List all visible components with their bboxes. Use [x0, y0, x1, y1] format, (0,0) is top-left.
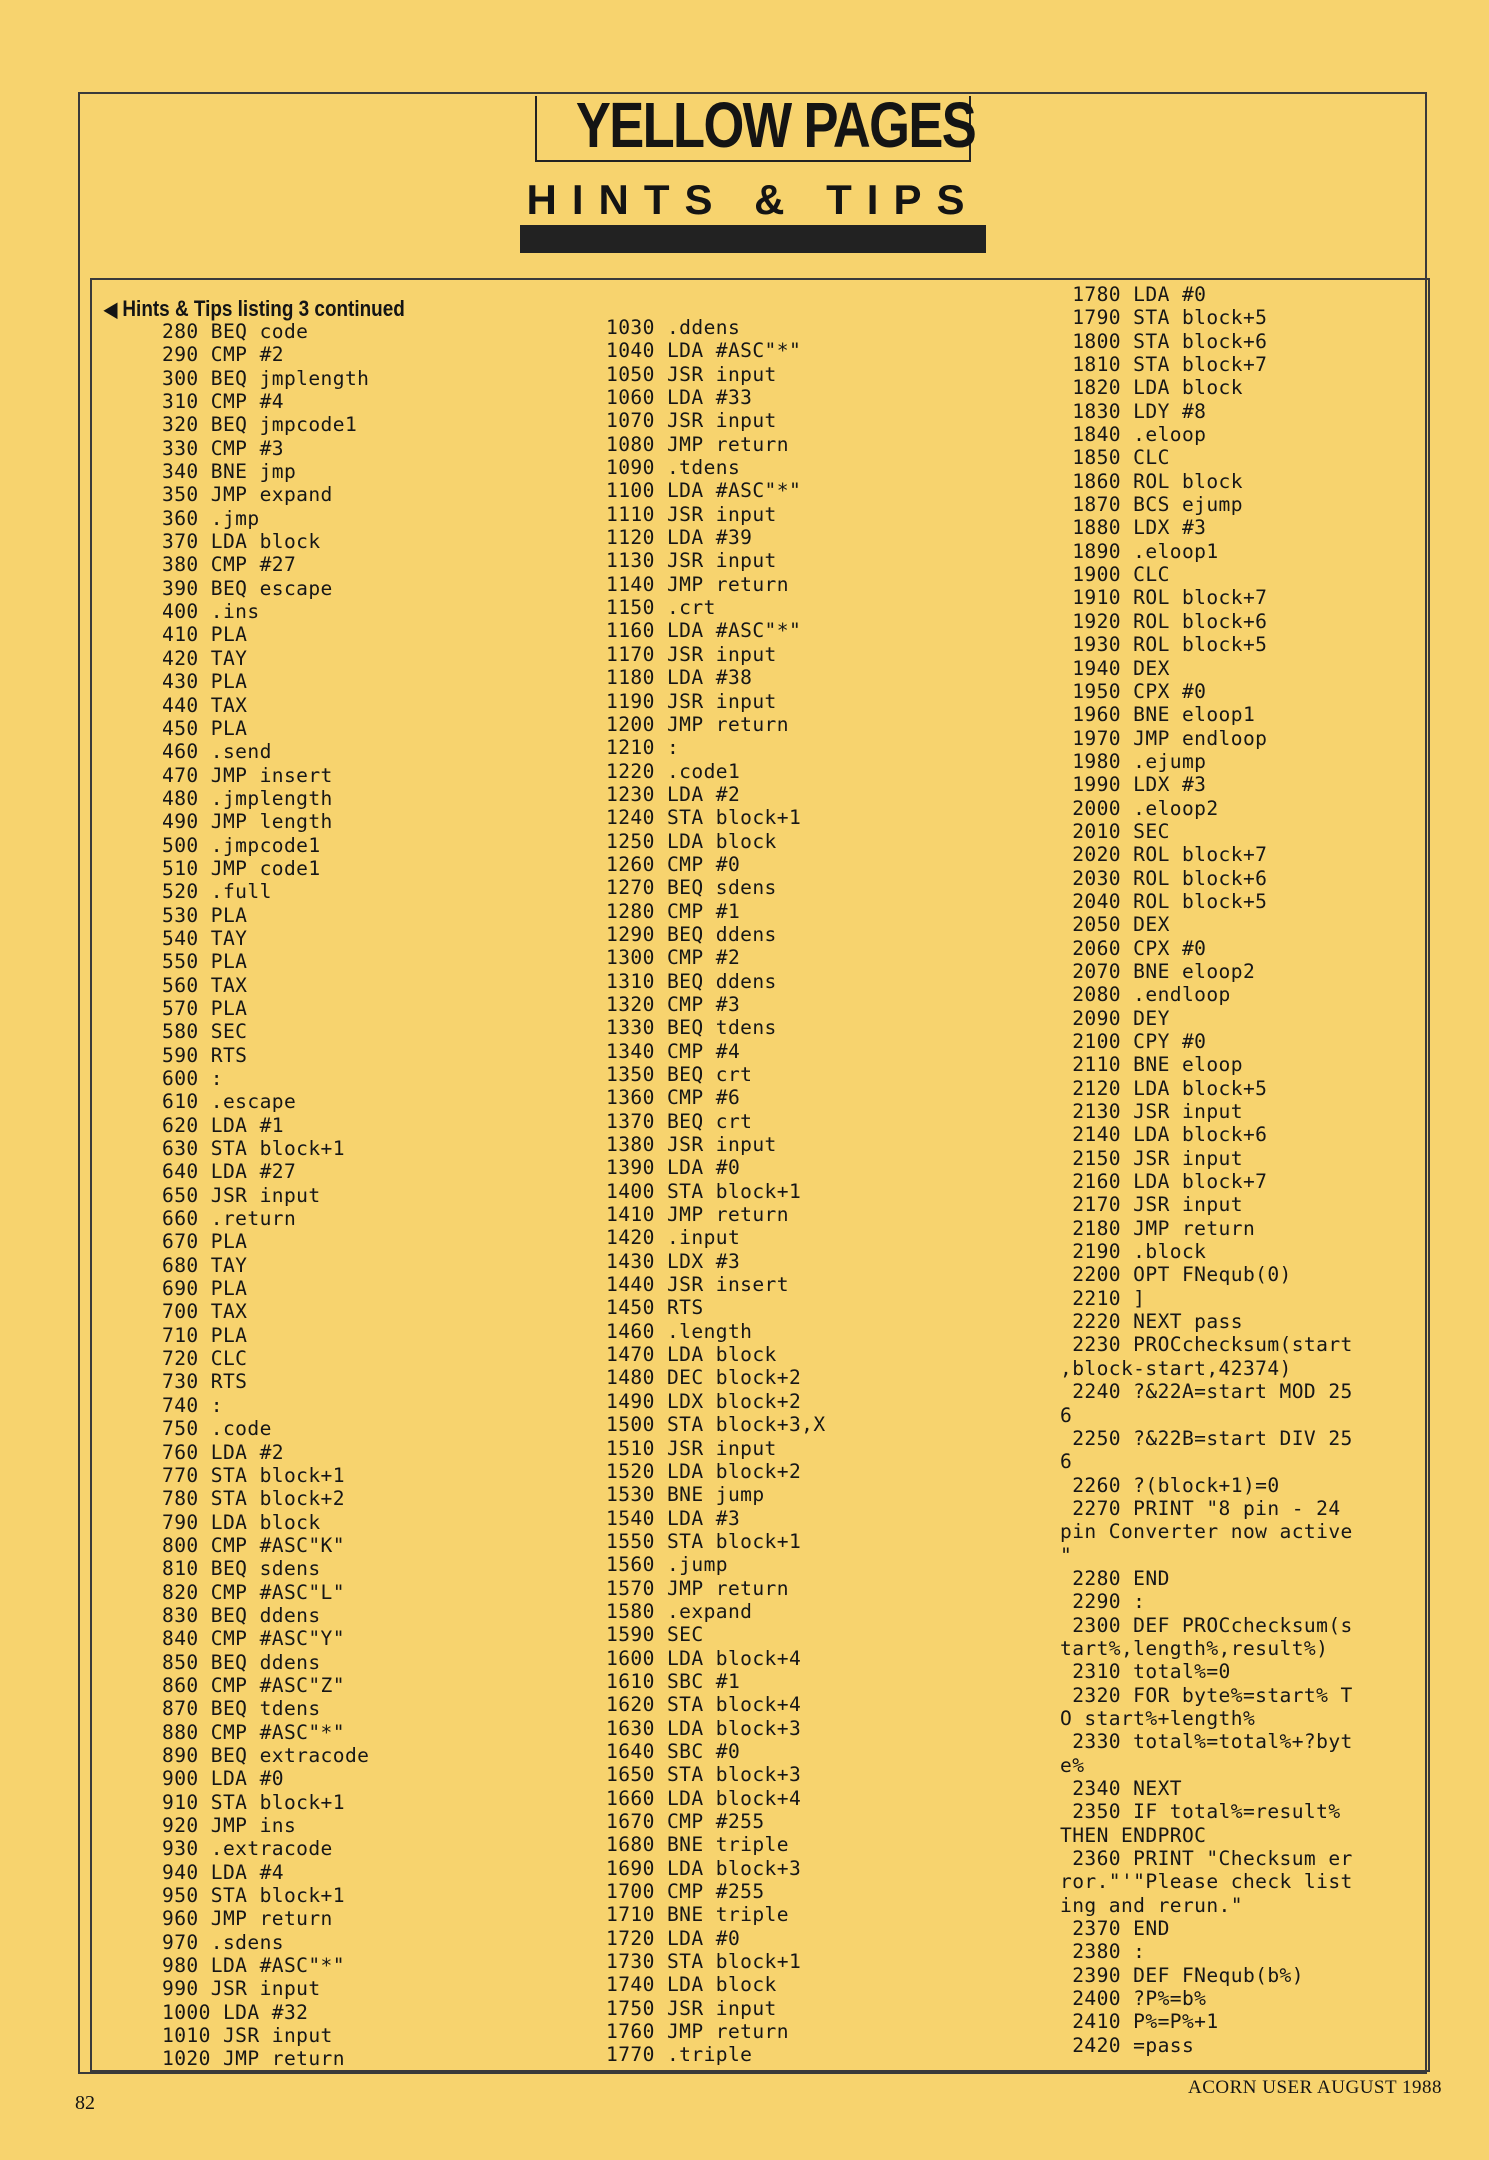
code-line: 1920 ROL block+6: [1060, 609, 1268, 633]
code-line: 1620 STA block+4: [606, 1693, 802, 1717]
code-line: 2380 :: [1060, 1940, 1146, 1964]
code-line: 890 BEQ extracode: [162, 1743, 370, 1767]
code-line: 2320 FOR byte%=start% T: [1060, 1683, 1353, 1707]
code-line: 1710 BNE triple: [606, 1903, 789, 1927]
code-line: 420 TAY: [162, 646, 248, 670]
code-line: 1540 LDA #3: [606, 1506, 741, 1530]
code-line: O start%+length%: [1060, 1706, 1256, 1730]
code-line: 500 .jmpcode1: [162, 833, 321, 857]
code-line: 550 PLA: [162, 950, 248, 974]
code-line: 2290 :: [1060, 1590, 1146, 1614]
code-line: 2110 BNE eloop: [1060, 1053, 1243, 1077]
code-line: 540 TAY: [162, 926, 248, 950]
code-line: 720 CLC: [162, 1347, 248, 1371]
code-line: 710 PLA: [162, 1323, 248, 1347]
code-line: 820 CMP #ASC"L": [162, 1580, 345, 1604]
code-line: 530 PLA: [162, 903, 248, 927]
code-line: 1080 JMP return: [606, 432, 789, 456]
code-line: 2360 PRINT "Checksum er: [1060, 1847, 1353, 1871]
code-line: 1230 LDA #2: [606, 782, 741, 806]
code-line: 2400 ?P%=b%: [1060, 1987, 1207, 2011]
code-line: 2120 LDA block+5: [1060, 1076, 1268, 1100]
code-line: 1510 JSR input: [606, 1436, 777, 1460]
code-line: 2140 LDA block+6: [1060, 1123, 1268, 1147]
code-line: 870 BEQ tdens: [162, 1697, 321, 1721]
code-line: 2410 P%=P%+1: [1060, 2010, 1219, 2034]
code-line: ror."'"Please check list: [1060, 1870, 1353, 1894]
code-line: 2260 ?(block+1)=0: [1060, 1473, 1280, 1497]
code-line: 670 PLA: [162, 1230, 248, 1254]
code-line: 1550 STA block+1: [606, 1529, 802, 1553]
code-line: 1330 BEQ tdens: [606, 1016, 777, 1040]
code-line: 1490 LDX block+2: [606, 1389, 802, 1413]
code-line: 1890 .eloop1: [1060, 539, 1219, 563]
code-line: 2010 SEC: [1060, 819, 1170, 843]
code-line: 1010 JSR input: [162, 2024, 333, 2048]
code-line: 1180 LDA #38: [606, 666, 753, 690]
code-line: 800 CMP #ASC"K": [162, 1533, 345, 1557]
code-line: 2280 END: [1060, 1566, 1170, 1590]
code-line: 940 LDA #4: [162, 1860, 284, 1884]
code-line: 1690 LDA block+3: [606, 1856, 802, 1880]
code-line: 1780 LDA #0: [1060, 283, 1207, 306]
code-line: 850 BEQ ddens: [162, 1650, 321, 1674]
code-line: 650 JSR input: [162, 1183, 321, 1207]
code-line: 1860 ROL block: [1060, 469, 1243, 493]
page-title: YELLOW PAGES: [575, 89, 976, 161]
code-line: 350 JMP expand: [162, 483, 333, 507]
code-line: 520 .full: [162, 880, 272, 904]
code-line: 1020 JMP return: [162, 2047, 345, 2071]
code-line: 1730 STA block+1: [606, 1950, 802, 1974]
code-line: 640 LDA #27: [162, 1160, 297, 1184]
code-line: 1700 CMP #255: [606, 1880, 765, 1904]
code-line: 630 STA block+1: [162, 1137, 345, 1161]
code-line: pin Converter now active: [1060, 1520, 1353, 1544]
code-line: 1270 BEQ sdens: [606, 876, 777, 900]
code-line: 2090 DEY: [1060, 1006, 1170, 1030]
section-subtitle: HINTS & TIPS: [526, 176, 980, 223]
code-line: 310 CMP #4: [162, 390, 284, 414]
code-line: 680 TAY: [162, 1253, 248, 1277]
code-line: 6: [1060, 1450, 1073, 1474]
code-line: 690 PLA: [162, 1277, 248, 1301]
subtitle-bar: [520, 225, 986, 253]
code-line: 760 LDA #2: [162, 1440, 284, 1464]
listing-heading-text: Hints & Tips listing 3 continued: [122, 296, 405, 321]
code-line: 470 JMP insert: [162, 763, 333, 787]
code-line: 1480 DEC block+2: [606, 1366, 802, 1390]
code-line: 1300 CMP #2: [606, 946, 741, 970]
code-line: 1610 SBC #1: [606, 1669, 741, 1693]
code-line: 770 STA block+1: [162, 1463, 345, 1487]
code-column-1: [162, 320, 369, 2071]
code-line: 360 .jmp: [162, 506, 260, 530]
code-line: 2080 .endloop: [1060, 983, 1231, 1007]
code-line: 2000 .eloop2: [1060, 796, 1219, 820]
code-line: tart%,length%,result%): [1060, 1636, 1329, 1660]
code-line: 300 BEQ jmplength: [162, 366, 370, 390]
code-line: 1190 JSR input: [606, 689, 777, 713]
code-column-3: [1060, 283, 1353, 2057]
code-line: 1040 LDA #ASC"*": [606, 339, 802, 363]
code-line: 2070 BNE eloop2: [1060, 959, 1256, 983]
code-line: 1640 SBC #0: [606, 1739, 741, 1763]
code-line: 1660 LDA block+4: [606, 1786, 802, 1810]
code-line: ": [1060, 1543, 1073, 1567]
code-line: 2340 NEXT: [1060, 1777, 1182, 1800]
code-line: ,block-start,42374): [1060, 1356, 1292, 1380]
code-line: 910 STA block+1: [162, 1790, 345, 1814]
code-line: 560 TAX: [162, 973, 248, 997]
code-line: 780 STA block+2: [162, 1487, 345, 1511]
code-column-2: [606, 316, 826, 2067]
code-line: 1960 BNE eloop1: [1060, 703, 1256, 727]
code-line: 600 :: [162, 1067, 223, 1090]
code-line: 1970 JMP endloop: [1060, 726, 1268, 750]
code-line: 1910 ROL block+7: [1060, 586, 1268, 610]
code-line: 2330 total%=total%+?byt: [1060, 1730, 1353, 1754]
code-line: 1520 LDA block+2: [606, 1459, 802, 1483]
code-line: 880 CMP #ASC"*": [162, 1720, 345, 1744]
code-line: 450 PLA: [162, 716, 248, 740]
code-line: 1470 LDA block: [606, 1343, 777, 1367]
code-line: 1320 CMP #3: [606, 992, 741, 1016]
code-line: 1390 LDA #0: [606, 1156, 741, 1180]
code-line: 1140 JMP return: [606, 572, 789, 596]
code-line: 1720 LDA #0: [606, 1926, 741, 1950]
code-line: e%: [1060, 1753, 1085, 1777]
code-line: 790 LDA block: [162, 1510, 321, 1534]
code-line: 1170 JSR input: [606, 642, 777, 666]
code-line: 1820 LDA block: [1060, 376, 1243, 400]
code-line: 1110 JSR input: [606, 502, 777, 526]
code-line: 1210 :: [606, 736, 680, 760]
code-line: 1240 STA block+1: [606, 806, 802, 830]
code-line: 1990 LDX #3: [1060, 773, 1207, 797]
code-line: 2390 DEF FNequb(b%): [1060, 1963, 1304, 1987]
code-line: 1400 STA block+1: [606, 1179, 802, 1203]
code-line: THEN ENDPROC: [1060, 1823, 1207, 1847]
code-line: 1050 JSR input: [606, 362, 777, 386]
code-line: 400 .ins: [162, 600, 260, 624]
code-line: 570 PLA: [162, 996, 248, 1020]
code-line: 1000 LDA #32: [162, 2000, 309, 2024]
code-line: 2210 ]: [1060, 1286, 1146, 1310]
code-line: 1790 STA block+5: [1060, 306, 1268, 330]
code-line: 2310 total%=0: [1060, 1660, 1231, 1684]
code-line: 1500 STA block+3,X: [606, 1413, 826, 1437]
code-line: 1900 CLC: [1060, 563, 1170, 587]
code-line: 1310 BEQ ddens: [606, 969, 777, 993]
code-line: 1060 LDA #33: [606, 386, 753, 410]
code-line: 1740 LDA block: [606, 1973, 777, 1997]
code-line: 920 JMP ins: [162, 1814, 297, 1837]
code-line: 950 STA block+1: [162, 1884, 345, 1908]
code-line: 1600 LDA block+4: [606, 1646, 802, 1670]
code-line: 900 LDA #0: [162, 1767, 284, 1791]
code-line: 1760 JMP return: [606, 2020, 789, 2044]
code-line: 2030 ROL block+6: [1060, 866, 1268, 890]
code-line: 2160 LDA block+7: [1060, 1170, 1268, 1194]
code-line: 380 CMP #27: [162, 553, 297, 577]
code-line: 1420 .input: [606, 1226, 741, 1250]
code-line: 840 CMP #ASC"Y": [162, 1627, 345, 1651]
code-line: 1120 LDA #39: [606, 526, 753, 550]
code-line: 610 .escape: [162, 1090, 297, 1114]
code-line: 1070 JSR input: [606, 409, 777, 433]
code-line: 730 RTS: [162, 1370, 248, 1394]
code-line: 1870 BCS ejump: [1060, 493, 1243, 517]
code-line: 2040 ROL block+5: [1060, 889, 1268, 913]
code-line: 750 .code: [162, 1417, 272, 1441]
code-line: 1810 STA block+7: [1060, 353, 1268, 377]
code-line: 340 BNE jmp: [162, 460, 297, 484]
code-line: 1650 STA block+3: [606, 1763, 802, 1787]
code-line: 1380 JSR input: [606, 1133, 777, 1157]
code-line: 1750 JSR input: [606, 1996, 777, 2020]
code-line: 1130 JSR input: [606, 549, 777, 573]
code-line: 1410 JMP return: [606, 1203, 789, 1227]
code-line: 1840 .eloop: [1060, 423, 1207, 447]
code-line: 1200 JMP return: [606, 712, 789, 736]
code-line: 2200 OPT FNequb(0): [1060, 1263, 1292, 1287]
code-line: 590 RTS: [162, 1043, 248, 1067]
code-line: 1570 JMP return: [606, 1576, 789, 1600]
code-line: 1370 BEQ crt: [606, 1109, 753, 1133]
page-number: 82: [75, 2092, 95, 2114]
code-line: 1940 DEX: [1060, 656, 1170, 680]
code-line: 700 TAX: [162, 1300, 248, 1324]
code-line: 1150 .crt: [606, 596, 716, 620]
code-line: 1350 BEQ crt: [606, 1063, 753, 1086]
code-line: 320 BEQ jmpcode1: [162, 413, 358, 437]
code-line: 6: [1060, 1403, 1073, 1427]
code-line: 440 TAX: [162, 693, 248, 717]
code-line: 980 LDA #ASC"*": [162, 1954, 345, 1978]
code-line: 1450 RTS: [606, 1296, 704, 1320]
code-line: 1220 .code1: [606, 759, 741, 783]
code-line: 410 PLA: [162, 623, 248, 647]
code-line: 660 .return: [162, 1207, 297, 1231]
code-line: 1880 LDX #3: [1060, 516, 1207, 540]
code-line: 1360 CMP #6: [606, 1086, 741, 1110]
code-line: 1980 .ejump: [1060, 749, 1207, 773]
code-line: 2240 ?&22A=start MOD 25: [1060, 1380, 1353, 1404]
code-line: 1430 LDX #3: [606, 1249, 741, 1273]
code-line: 1250 LDA block: [606, 829, 777, 853]
code-line: 1680 BNE triple: [606, 1833, 789, 1857]
code-line: 1590 SEC: [606, 1623, 704, 1647]
code-line: 1090 .tdens: [606, 456, 741, 480]
code-line: 370 LDA block: [162, 530, 321, 554]
code-line: 490 JMP length: [162, 810, 333, 834]
code-line: 1770 .triple: [606, 2043, 753, 2067]
code-line: 1950 CPX #0: [1060, 679, 1207, 703]
code-line: 2190 .block: [1060, 1240, 1207, 1264]
code-line: 1850 CLC: [1060, 446, 1170, 470]
code-line: 740 :: [162, 1393, 223, 1417]
code-line: 330 CMP #3: [162, 436, 284, 460]
code-line: 1460 .length: [606, 1319, 753, 1343]
code-line: 1160 LDA #ASC"*": [606, 619, 802, 643]
code-line: 860 CMP #ASC"Z": [162, 1673, 345, 1697]
code-line: 2420 =pass: [1060, 2033, 1195, 2057]
code-line: 2020 ROL block+7: [1060, 843, 1268, 867]
code-line: 1830 LDY #8: [1060, 399, 1207, 423]
masthead: [535, 89, 976, 162]
code-line: 990 JSR input: [162, 1977, 321, 2001]
left-triangle-arrow-icon: ◀: [104, 299, 118, 321]
code-line: 2150 JSR input: [1060, 1146, 1243, 1170]
code-line: 1560 .jump: [606, 1553, 728, 1577]
code-line: 460 .send: [162, 740, 272, 764]
code-line: 1800 STA block+6: [1060, 329, 1268, 353]
code-line: 830 BEQ ddens: [162, 1603, 321, 1627]
code-line: 1290 BEQ ddens: [606, 922, 777, 946]
code-line: 2270 PRINT "8 pin - 24: [1060, 1496, 1341, 1520]
code-line: 480 .jmplength: [162, 786, 333, 810]
code-line: 290 CMP #2: [162, 343, 284, 367]
code-line: 580 SEC: [162, 1020, 248, 1044]
code-line: 1030 .ddens: [606, 316, 741, 339]
code-line: 2370 END: [1060, 1917, 1170, 1941]
code-line: 280 BEQ code: [162, 320, 309, 343]
publication-footer: ACORN USER AUGUST 1988: [1188, 2077, 1442, 2098]
code-line: ing and rerun.": [1060, 1893, 1243, 1917]
code-line: 620 LDA #1: [162, 1113, 284, 1137]
code-line: 2300 DEF PROCchecksum(s: [1060, 1613, 1353, 1637]
code-line: 1280 CMP #1: [606, 899, 741, 923]
code-line: 930 .extracode: [162, 1837, 333, 1861]
code-line: 1630 LDA block+3: [606, 1716, 802, 1740]
code-line: 2220 NEXT pass: [1060, 1310, 1243, 1334]
code-line: 810 BEQ sdens: [162, 1557, 321, 1581]
code-line: 1930 ROL block+5: [1060, 633, 1268, 657]
code-line: 1580 .expand: [606, 1599, 753, 1623]
code-line: 2050 DEX: [1060, 913, 1170, 937]
code-line: 1100 LDA #ASC"*": [606, 479, 802, 503]
code-line: 1340 CMP #4: [606, 1039, 741, 1063]
code-line: 2170 JSR input: [1060, 1193, 1243, 1217]
code-line: 1670 CMP #255: [606, 1810, 765, 1833]
code-line: 2100 CPY #0: [1060, 1030, 1207, 1053]
code-line: 2350 IF total%=result%: [1060, 1800, 1341, 1824]
code-line: 2230 PROCchecksum(start: [1060, 1333, 1353, 1357]
code-line: 2180 JMP return: [1060, 1216, 1256, 1240]
code-line: 960 JMP return: [162, 1907, 333, 1931]
code-line: 1440 JSR insert: [606, 1273, 789, 1297]
code-line: 2250 ?&22B=start DIV 25: [1060, 1426, 1353, 1450]
code-line: 1260 CMP #0: [606, 852, 741, 876]
code-line: 390 BEQ escape: [162, 576, 333, 600]
code-line: 430 PLA: [162, 670, 248, 694]
code-line: 2060 CPX #0: [1060, 936, 1207, 960]
code-line: 2130 JSR input: [1060, 1100, 1243, 1124]
code-line: 1530 BNE jump: [606, 1483, 765, 1507]
code-line: 510 JMP code1: [162, 856, 321, 880]
code-line: 970 .sdens: [162, 1930, 284, 1954]
